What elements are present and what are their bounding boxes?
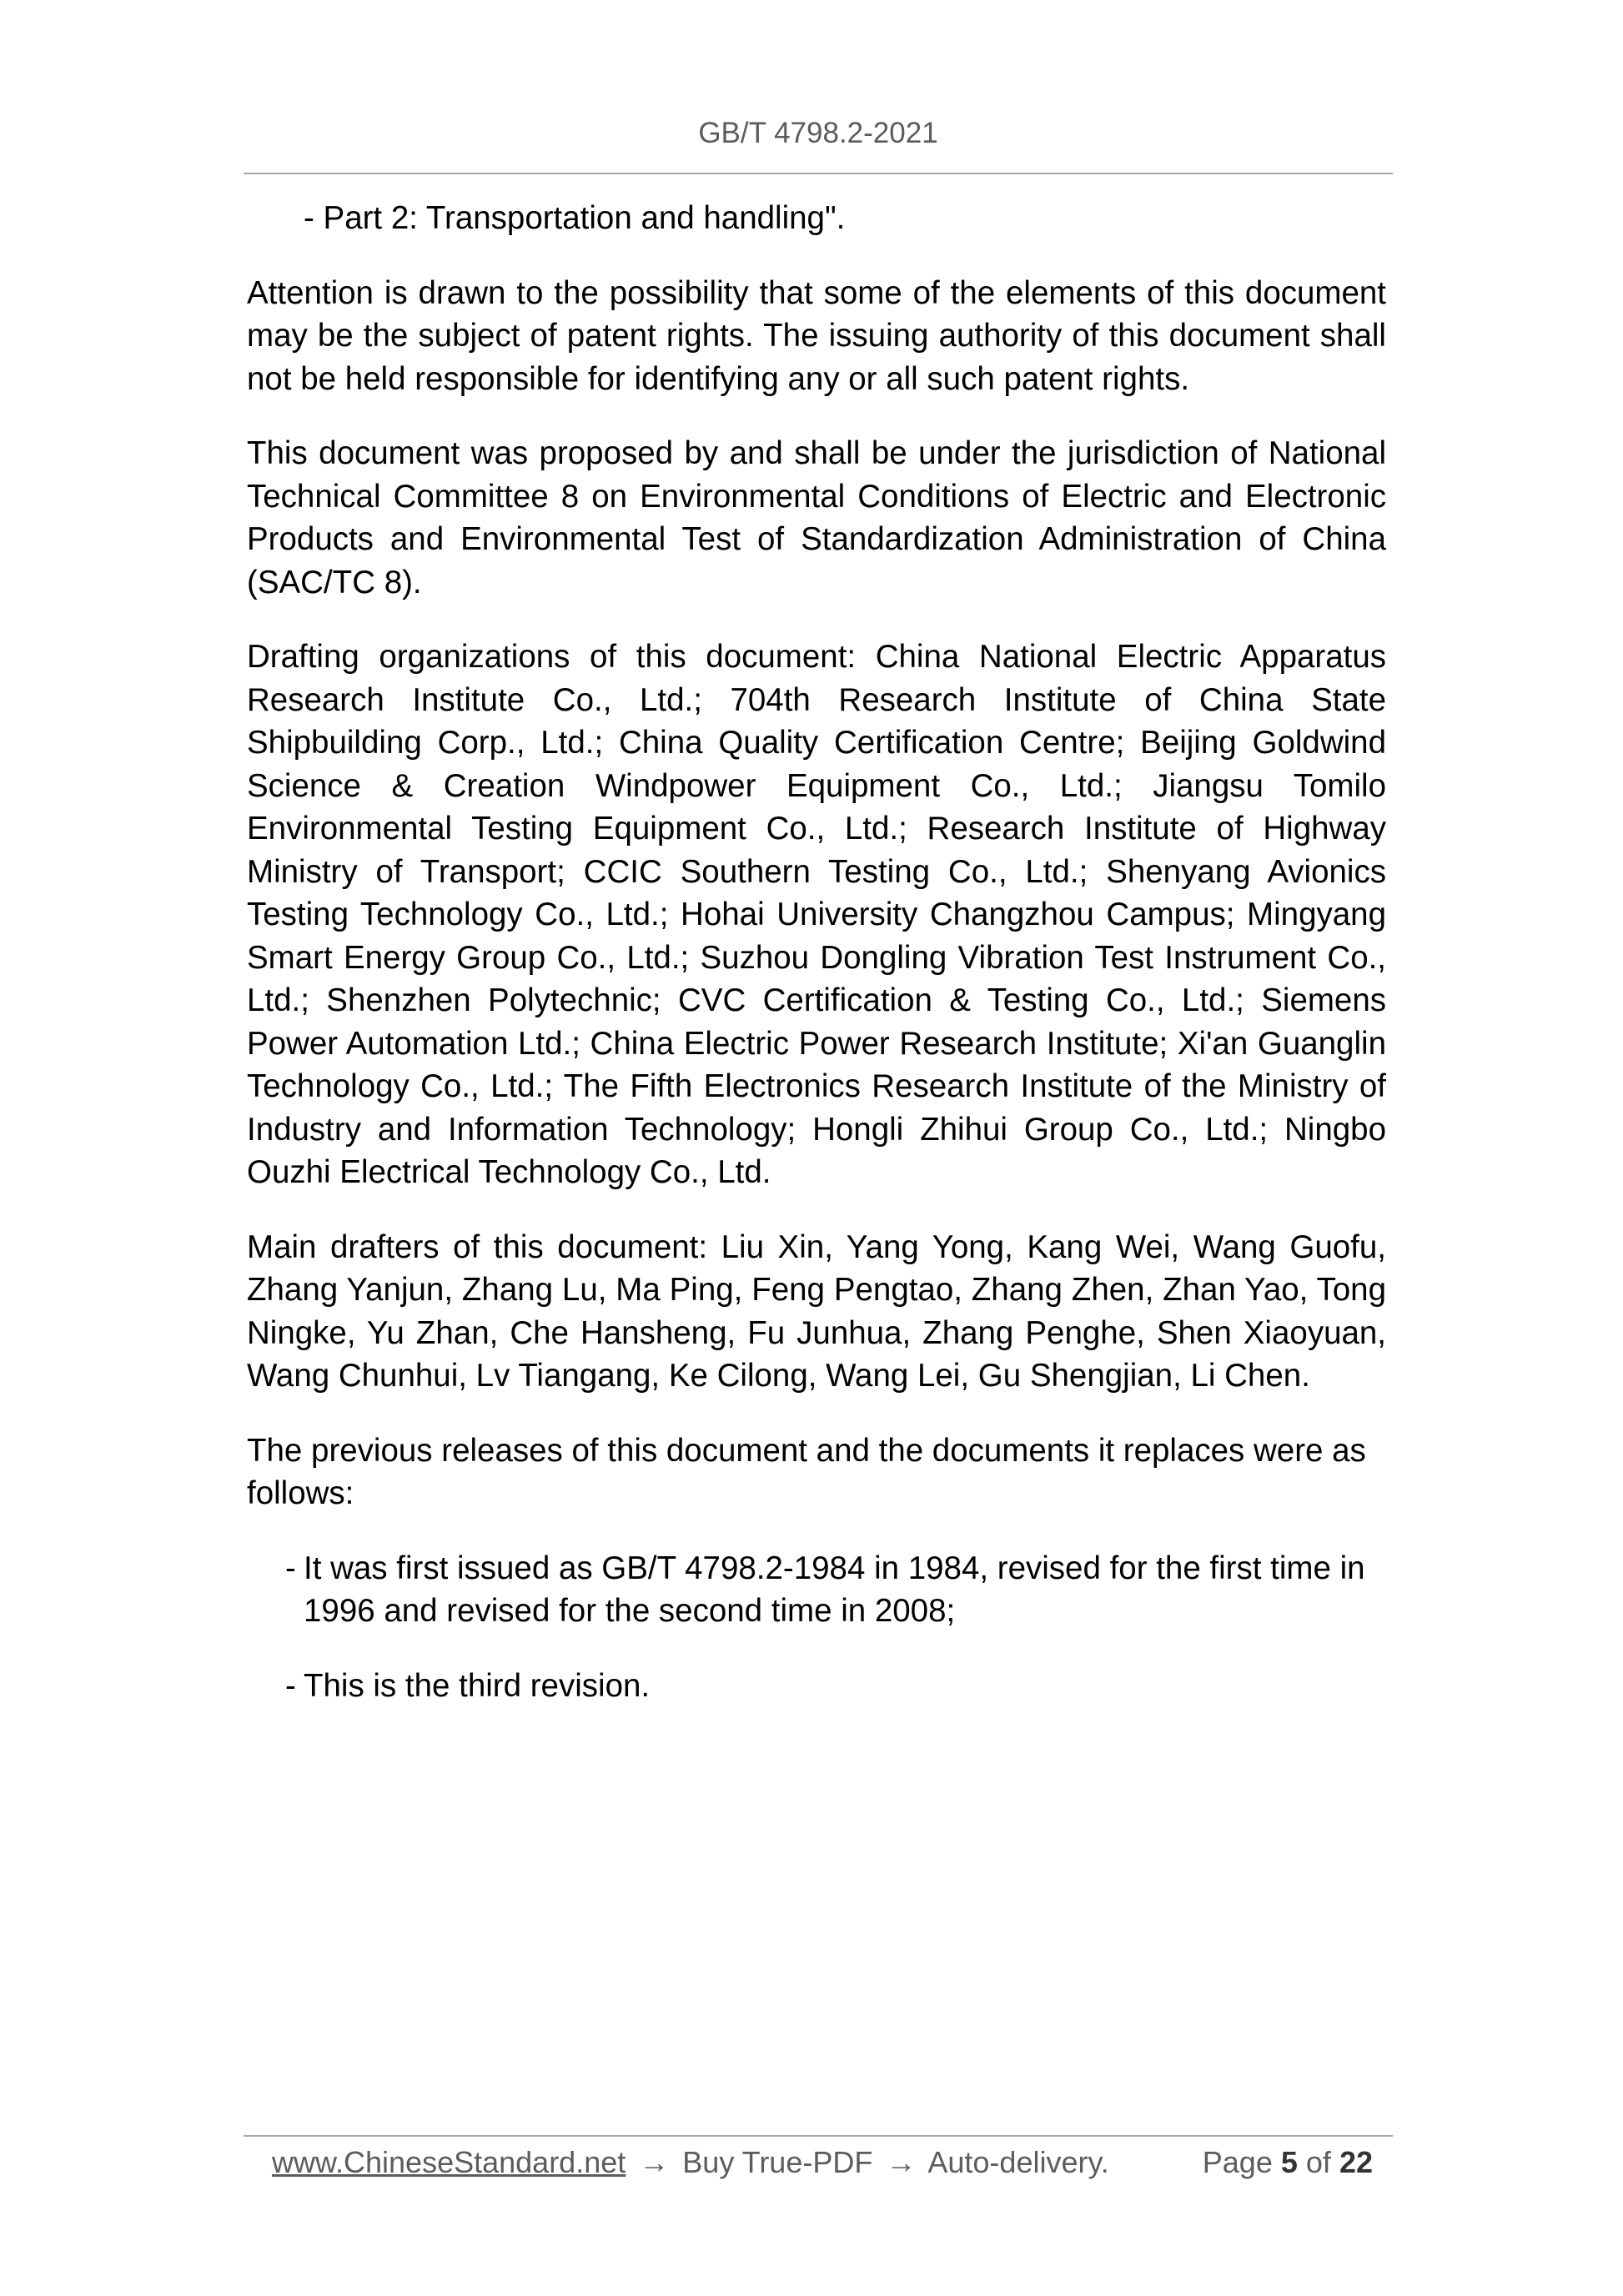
page-body [247,197,1386,1739]
main-drafters-paragraph: Main drafters of this document: Liu Xin, Yang Yong, Kang Wei, Wang Guofu, Zhang Yanjun, Zhang Lu, Ma Ping, Feng Pengtao, Zhang Zhen, Zhan Yao, Tong Ningke, Yu Zhan, Che Hansheng, Fu Junhua, Zhang Penghe, Shen Xiaoyuan, Wang Chunhui, Lv Tiangang, Ke Cilong, Wang Lei, Gu Shengjian, Li Chen. [247,1228,1386,1394]
document-code: GB/T 4798.2-2021 [698,117,938,149]
intro-list-item: - Part 2: Transportation and handling". [304,200,846,236]
list-item-text: It was first issued as GB/T 4798.2-1984 in 1984, revised for the first time in 1996 and revised for the second time in 2008; [304,1550,1365,1629]
page-footer [272,2142,1373,2183]
site-link[interactable]: www.ChineseStandard.net [272,2145,626,2179]
page-total: 22 [1339,2145,1373,2179]
list-item [285,1665,1386,1708]
page-current: 5 [1280,2145,1298,2179]
drafting-organizations-paragraph: Drafting organizations of this document: China National Electric Apparatus Research Institute Co., Ltd.; 704th Research Institute of China State Shipbuilding Corp., Ltd.; China Quality Certification Centre; Beijing Goldwind Science & Creation Windpower Equipment Co., Ltd.; Jiangsu Tomilo Environmental Testing Equipment Co., Ltd.; Research Institute of Highway Ministry of Transport; CCIC Southern Testing Co., Ltd.; Shenyang Avionics Testing Technology Co., Ltd.; Hohai University Changzhou Campus; Mingyang Smart Energy Group Co., Ltd.; Suzhou Dongling Vibration Test Instrument Co., Ltd.; Shenzhen Polytechnic; CVC Certification & Testing Co., Ltd.; Siemens Power Automation Ltd.; China Electric Power Research Institute; Xi'an Guanglin Technology Co., Ltd.; The Fifth Electronics Research Institute of the Ministry of Industry and Information Technology; Hongli Zhihui Group Co., Ltd.; Ningbo Ouzhi Electrical Technology Co., Ltd. [247,639,1386,1190]
list-item [285,1547,1386,1633]
buy-pdf-text: Buy True-PDF [682,2145,873,2179]
page-number [1203,2142,1373,2183]
running-header [244,117,1393,150]
arrow-right-icon: → [639,2145,670,2179]
footer-divider [244,2135,1393,2137]
header-divider [244,173,1393,174]
auto-delivery-text: Auto-delivery. [927,2145,1109,2179]
page-label: Page [1202,2145,1273,2179]
arrow-right-icon: → [886,2145,917,2179]
patent-notice-paragraph: Attention is drawn to the possibility that some of the elements of this document may be the subject of patent rights. The issuing authority of this document shall not be held responsible for identifying any or all such patent rights. [247,274,1386,397]
list-item-text: This is the third revision. [304,1667,651,1704]
previous-releases-paragraph: The previous releases of this document and the documents it replaces were as follows: [247,1432,1366,1511]
list-marker: - [285,1550,296,1586]
page-of-label: of [1305,2145,1331,2179]
list-marker: - [285,1667,296,1704]
jurisdiction-paragraph: This document was proposed by and shall be under the jurisdiction of National Technical Committee 8 on Environmental Conditions of Electric and Electronic Products and Environmental Test of Standardization Administration of China (SAC/TC 8). [247,435,1386,600]
